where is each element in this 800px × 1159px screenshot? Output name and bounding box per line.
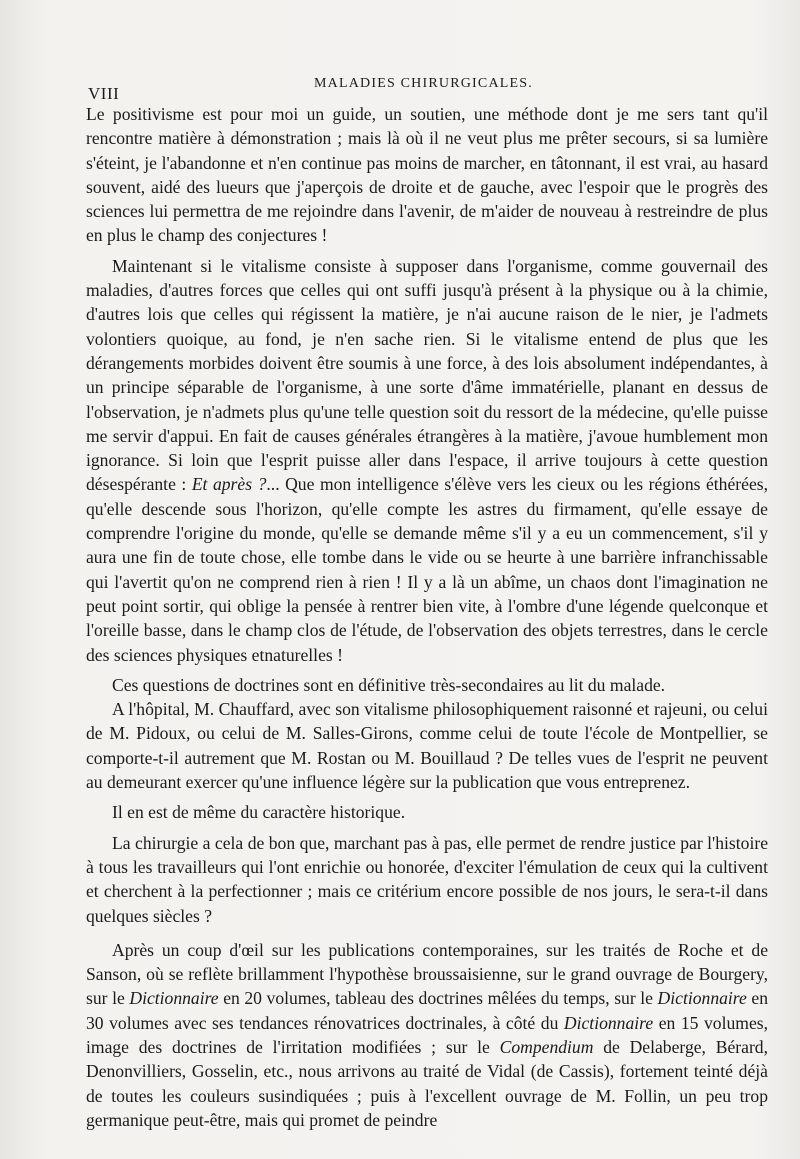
paragraph-chirurgie: La chirurgie a cela de bon que, marchant pas à pas, elle permet de rendre justice par l'histoire à tous les travailleurs qui l'ont enrichie ou honorée, d'exciter l'émulation de ceux qui la cultivent et cherchent à la perfectionner ; mais ce critérium encore possible de nos jours, le sera-t-il dans quelques siècles ? [86, 832, 768, 926]
paragraph-publications [86, 938, 768, 1132]
running-title: MALADIES CHIRURGICALES. [314, 76, 533, 91]
italic-dictionnaire-3: Dictionnaire [563, 1012, 654, 1033]
publications-part-3: en 30 volumes avec ses tendances rénovatrices doctrinales, à côté du [86, 988, 768, 1033]
italic-dictionnaire-2: Dictionnaire [657, 988, 747, 1009]
body-text [86, 102, 768, 1132]
page-header [88, 76, 760, 103]
italic-compendium: Compendium [499, 1036, 594, 1057]
paragraph-hopital: A l'hôpital, M. Chauffard, avec son vitalisme philosophiquement raisonné et rajeuni, ou celui de M. Pidoux, ou celui de M. Salles-Girons, comme celui de toute l'école de Montpellier, se comporte-t-il autrement que M. Rostan ou M. Bouillaud ? De telles vues de l'esprit ne peuvent au demeurant exercer qu'une influence légère sur la publication que vous entreprenez. [86, 699, 768, 793]
italic-dictionnaire-1: Dictionnaire [129, 988, 219, 1009]
publications-part-1: Après un coup d'œil sur les publications contemporaines, sur les traités de Roche et de Sanson, où se reflète brillamment l'hypothèse broussaisienne, sur le grand ouvrage de Bourgery, sur le [86, 939, 768, 1009]
paragraph-historique: Il en est de même du caractère historique. [112, 802, 406, 823]
page-number: VIII [88, 84, 120, 103]
publications-part-4: en 15 volumes, image des doctrines de l'irritation modifiées ; sur le [86, 1012, 768, 1057]
italic-et-apres: Et après ? [191, 474, 267, 495]
paragraph-vitalisme-part-1: Maintenant si le vitalisme consiste à supposer dans l'organisme, comme gouvernail des maladies, d'autres forces que celles qui ont suffi jusqu'à présent à la physique ou à la chimie, d'autres lois que celles qui régissent la matière, je n'ai aucune raison de le nier, je l'admets volontiers quoique, au fond, je n'en sache rien. Si le vitalisme entend de plus que les dérangements morbides doivent être soumis à une force, à des lois absolument indépendantes, à un principe séparable de l'organisme, à une sorte d'âme immatérielle, planant en dessus de l'observation, je n'admets plus qu'une telle question soit du ressort de la médecine, qu'elle puisse me servir d'appui. En fait de causes générales étrangères à la matière, j'avoue humblement mon ignorance. Si loin que l'esprit puisse aller dans l'espace, il arrive toujours à cette question désespérante : [86, 255, 768, 495]
paragraph-vitalisme-part-2: ... Que mon intelligence s'élève vers les cieux ou les régions éthérées, qu'elle descende sous l'horizon, qu'elle compte les astres du firmament, qu'elle essaye de comprendre l'origine du monde, qu'elle se demande même s'il y a eu un commencement, s'il y aura une fin de toute chose, elle tombe dans le vide ou se heurte à une barrière infranchissable qui l'avertit qu'on ne comprend rien à rien ! Il y a là un abîme, un chaos dont l'imagination ne peut point sortir, qui oblige la pensée à rentrer bien vite, à l'ombre d'une légende quelconque et l'oreille basse, dans le champ clos de l'étude, de l'observation des objets terrestres, dans le cercle des sciences physiques etnaturelles ! [86, 474, 769, 665]
publications-part-2: en 20 volumes, tableau des doctrines mêlées du temps, sur le [218, 988, 658, 1009]
paragraph-doctrines: Ces questions de doctrines sont en définitive très-secondaires au lit du malade. [112, 674, 666, 695]
publications-part-5: de Delaberge, Bérard, Denonvilliers, Gosselin, etc., nous arrivons au traité de Vidal (de Cassis), fortement teinté déjà de toutes les couleurs susindiquées ; puis à l'excellent ouvrage de M. Follin, un peu trop germanique peut-être, mais qui promet de peindre [86, 1036, 768, 1130]
paragraph-positivisme: Le positivisme est pour moi un guide, un soutien, une méthode dont je me sers tant qu'il rencontre matière à démonstration ; mais là où il ne veut plus me prêter secours, si sa lumière s'éteint, je l'abandonne et n'en continue pas moins de marcher, en tâtonnant, il est vrai, au hasard souvent, aidé des lueurs que j'aperçois de droite et de gauche, avec l'espoir que le progrès des sciences lui permettra de me rejoindre dans l'avenir, de m'aider de nouveau à restreindre de plus en plus le champ des conjectures ! [86, 104, 768, 246]
paragraph-vitalisme [86, 254, 768, 667]
